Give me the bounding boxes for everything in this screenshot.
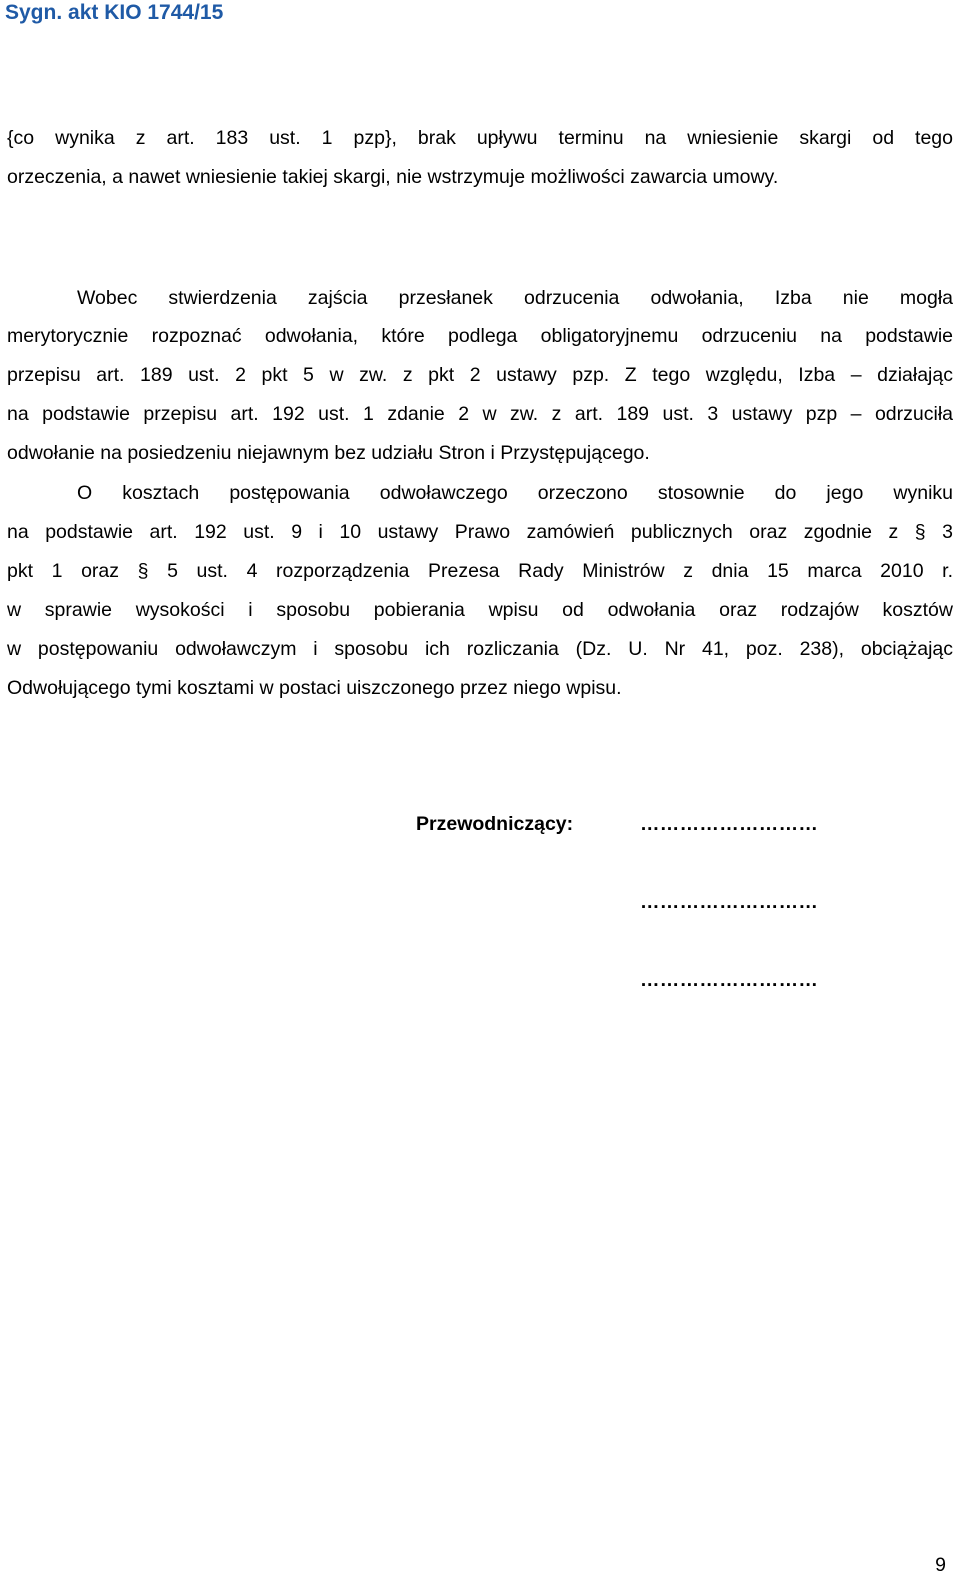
paragraph-2-line-5: odwołanie na posiedzeniu niejawnym bez udziału Stron i Przystępującego.: [7, 442, 650, 464]
paragraph-3-line-2: na podstawie art. 192 ust. 9 i 10 ustawy Prawo zamówień publicznych oraz zgodnie z § 3: [7, 521, 953, 543]
paragraph-1-line-1: {co wynika z art. 183 ust. 1 pzp}, brak upływu terminu na wniesienie skargi od tego: [7, 127, 953, 149]
paragraph-3-line-1: O kosztach postępowania odwoławczego orzeczono stosownie do jego wyniku: [77, 482, 953, 504]
paragraph-2-line-3: przepisu art. 189 ust. 2 pkt 5 w zw. z pkt 2 ustawy pzp. Z tego względu, Izba – działając: [7, 364, 953, 386]
case-signature-header: Sygn. akt KIO 1744/15: [5, 1, 224, 24]
signature-dots-line-1: ………………………: [640, 813, 819, 835]
paragraph-1-line-2: orzeczenia, a nawet wniesienie takiej skargi, nie wstrzymuje możliwości zawarcia umowy.: [7, 166, 779, 188]
paragraph-3-line-3: pkt 1 oraz § 5 ust. 4 rozporządzenia Prezesa Rady Ministrów z dnia 15 marca 2010 r.: [7, 560, 953, 582]
paragraph-2-line-1: Wobec stwierdzenia zajścia przesłanek odrzucenia odwołania, Izba nie mogła: [77, 287, 953, 309]
paragraph-3-line-6: Odwołującego tymi kosztami w postaci uiszczonego przez niego wpisu.: [7, 677, 622, 699]
signature-dots-line-2: ………………………: [640, 891, 819, 913]
paragraph-2-line-4: na podstawie przepisu art. 192 ust. 1 zdanie 2 w zw. z art. 189 ust. 3 ustawy pzp – odrzuciła: [7, 403, 953, 425]
paragraph-3-line-5: w postępowaniu odwoławczym i sposobu ich rozliczania (Dz. U. Nr 41, poz. 238), obciążając: [7, 638, 953, 660]
chairperson-label: Przewodniczący:: [416, 813, 574, 835]
signature-dots-line-3: ………………………: [640, 969, 819, 991]
page-number: 9: [935, 1554, 946, 1576]
paragraph-2-line-2: merytorycznie rozpoznać odwołania, które podlega obligatoryjnemu odrzuceniu na podstawie: [7, 325, 953, 347]
paragraph-3-line-4: w sprawie wysokości i sposobu pobierania wpisu od odwołania oraz rodzajów kosztów: [7, 599, 953, 621]
